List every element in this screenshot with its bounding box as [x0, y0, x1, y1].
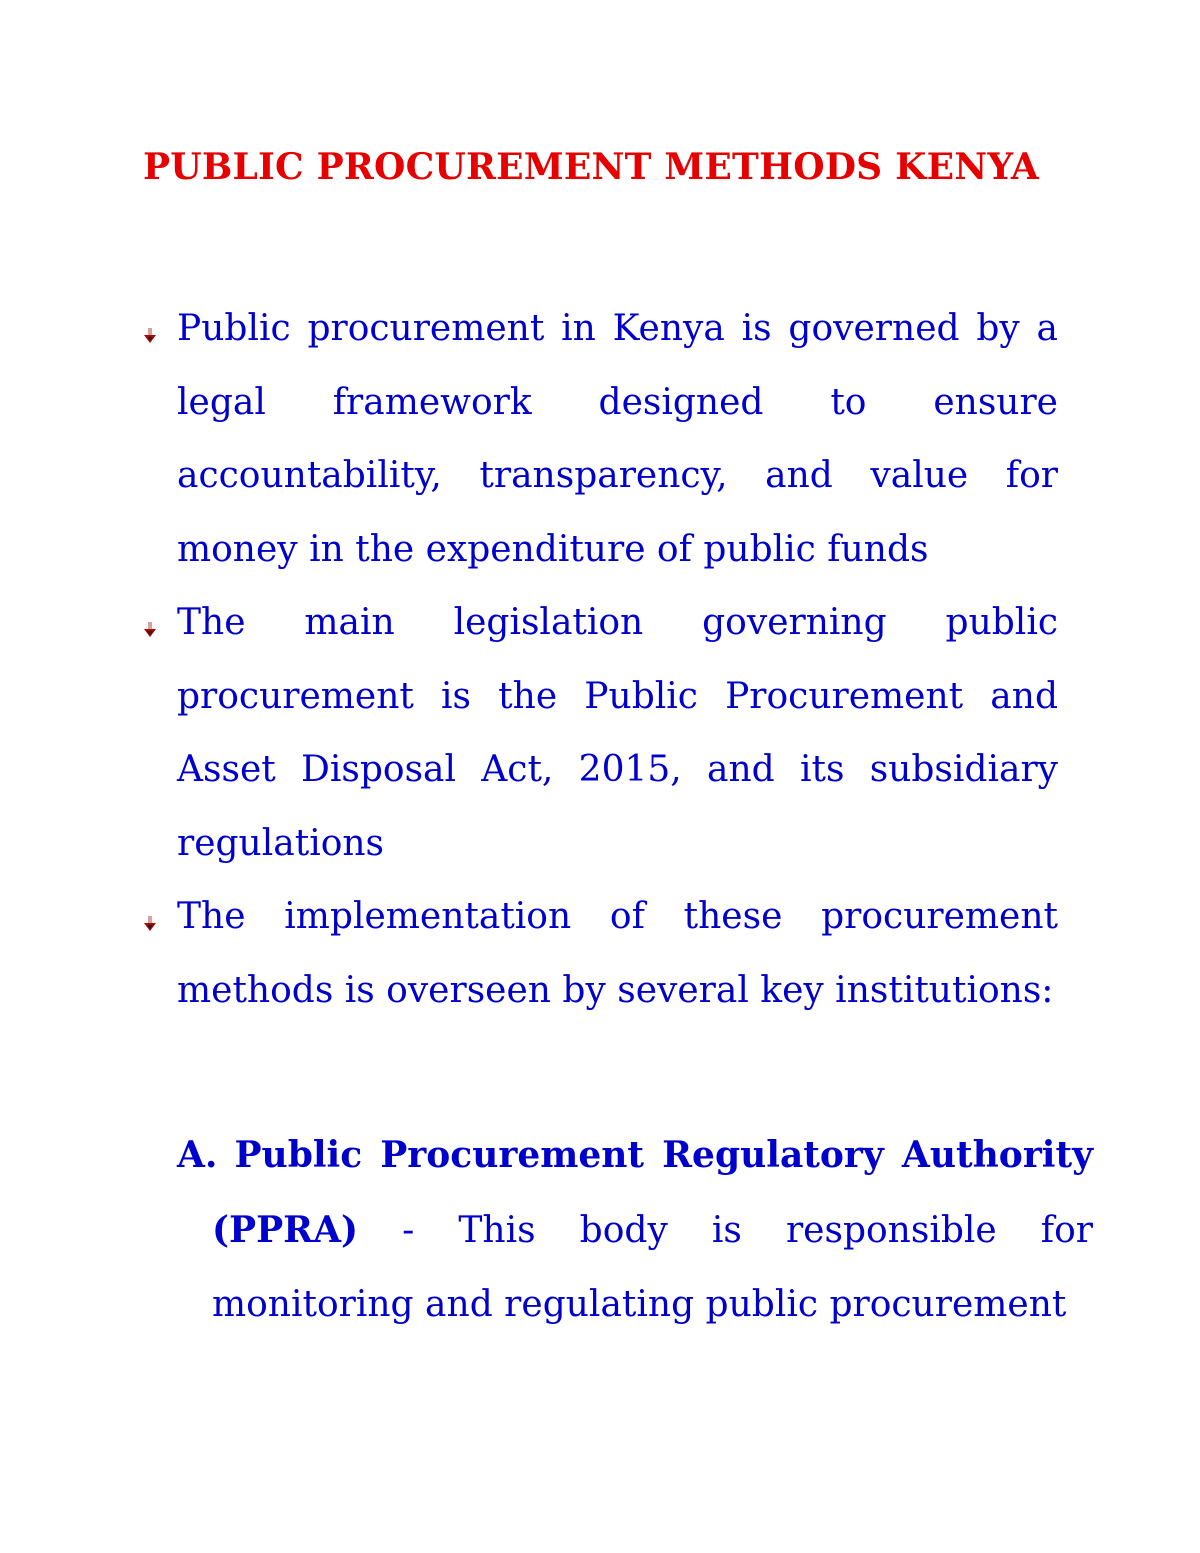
institution-entry-ppra — [177, 1118, 1093, 1342]
bullet-list — [143, 292, 1058, 1027]
institution-separator: - — [358, 1210, 459, 1251]
bullet-item — [143, 292, 1058, 586]
institution-letter: A. — [177, 1134, 218, 1176]
bullet-text: The main legislation governing public procurement is the Public Procurement and Asset Disposal Act, 2015, and its subsidiary regulations — [177, 602, 1058, 864]
bullet-text: Public procurement in Kenya is governed by a legal framework designed to ensure accountability, transparency, and value for money in the expenditure of public funds — [177, 308, 1058, 570]
bullet-item — [143, 586, 1058, 880]
arrow-down-bullet-icon — [143, 328, 157, 344]
arrow-down-bullet-icon — [143, 622, 157, 638]
document-title: PUBLIC PROCUREMENT METHODS KENYA — [143, 146, 1040, 188]
institution-description: This body is responsible for monitoring and regulating public procurement — [212, 1210, 1093, 1325]
institution-name: Public Procurement Regulatory Authority (PPRA) — [212, 1134, 1094, 1251]
bullet-item — [143, 880, 1058, 1027]
bullet-text: The implementation of these procurement methods is overseen by several key institutions: — [177, 896, 1058, 1011]
arrow-down-bullet-icon — [143, 916, 157, 932]
